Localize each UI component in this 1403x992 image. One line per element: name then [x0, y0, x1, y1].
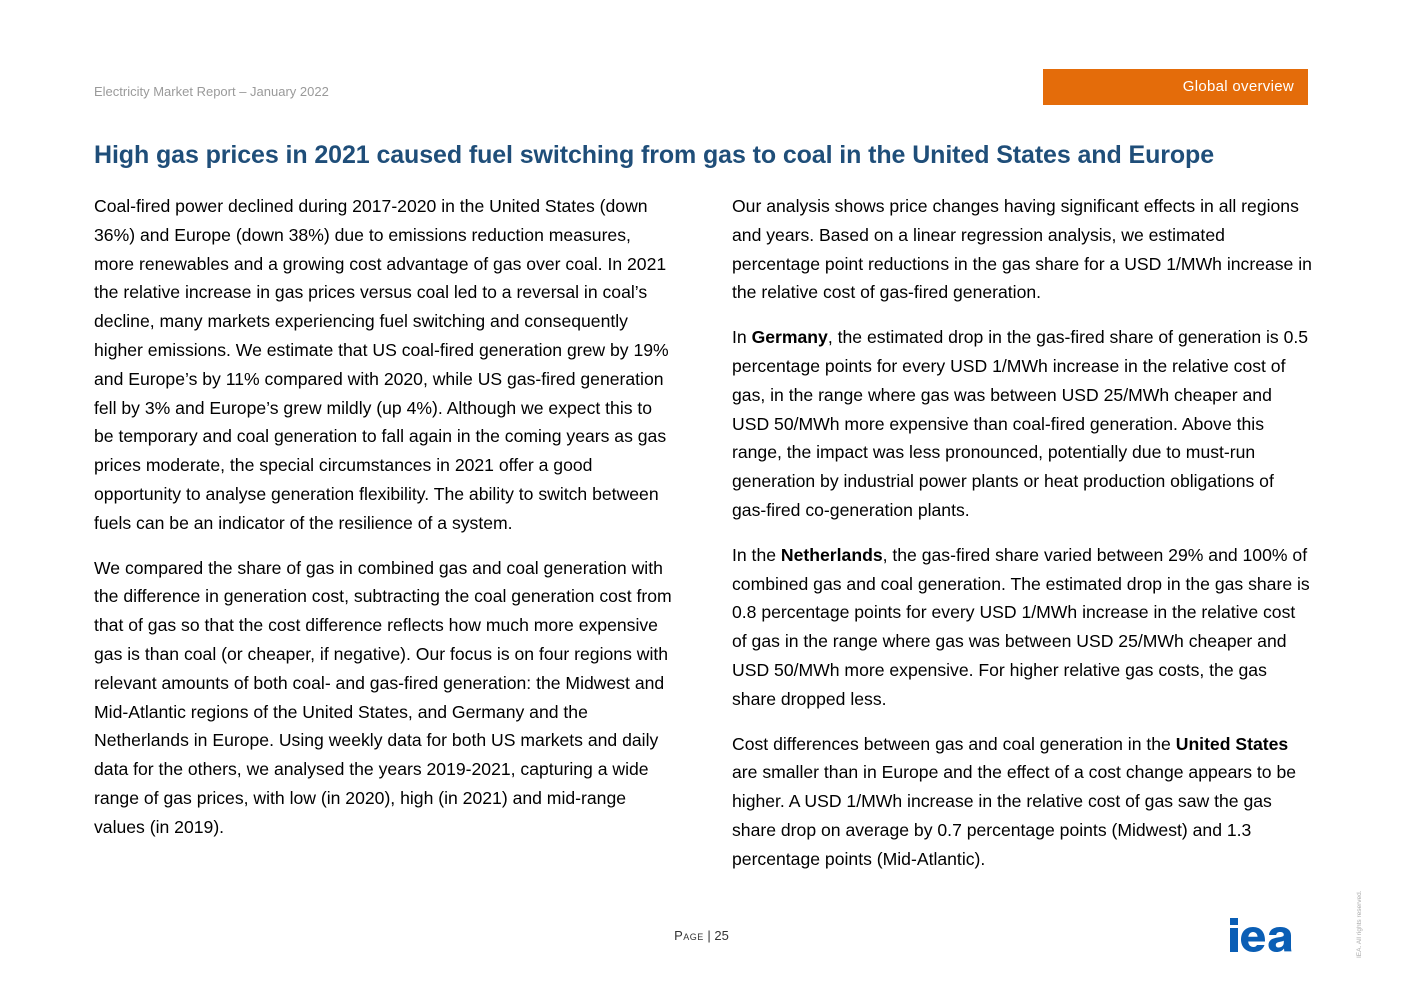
text: , the gas-fired share varied between 29% and 100% of combined gas and coal generation. The estimated drop in the gas share is 0.8 percentage points for every USD 1/MWh increase in the relative cost of gas in the range where gas was between USD 25/MWh cheaper and USD 50/MWh more expensive. For higher relative gas costs, the gas share dropped less.: [732, 544, 1310, 709]
page-title: High gas prices in 2021 caused fuel switching from gas to coal in the United States and Europe: [94, 141, 1215, 169]
bold-term-germany: Germany: [751, 327, 828, 348]
page-footer: [0, 928, 1403, 943]
right-column: [732, 192, 1312, 890]
bold-term-united-states: United States: [1175, 733, 1289, 754]
text: are smaller than in Europe and the effect of a cost change appears to be higher. A USD 1/MWh increase in the relative cost of gas saw the gas share drop on average by 0.7 percentage points (Midwest) and 1.3 percentage points (Mid-Atlantic).: [732, 762, 1297, 869]
page-number: 25: [714, 928, 729, 943]
right-paragraph-2: [732, 323, 1312, 525]
right-paragraph-4: [732, 730, 1312, 874]
left-column: [94, 192, 674, 858]
text: In: [732, 327, 752, 348]
page-label: Page: [674, 928, 704, 943]
text: In the: [732, 544, 781, 565]
running-header: Electricity Market Report – January 2022: [94, 84, 329, 99]
iea-logo-icon: [1229, 918, 1309, 952]
text: , the estimated drop in the gas-fired share of generation is 0.5 percentage points for every USD 1/MWh increase in the relative cost of gas, in the range where gas was between USD 25/MWh cheaper and USD 50/MWh more expensive than coal-fired generation. Above this range, the impact was less pronounced, potentially due to must-run generation by industrial power plants or heat production obligations of gas-fired co-generation plants.: [732, 327, 1309, 520]
section-tag: Global overview: [1043, 69, 1308, 105]
text: Cost differences between gas and coal generation in the: [732, 733, 1176, 754]
bold-term-netherlands: Netherlands: [780, 544, 883, 565]
left-paragraph-1: Coal-fired power declined during 2017-2020 in the United States (down 36%) and Europe (down 38%) due to emissions reduction measures, more renewables and a growing cost advantage of gas over coal. In 2021 the relative increase in gas prices versus coal led to a reversal in coal’s decline, many markets experiencing fuel switching and consequently higher emissions. We estimate that US coal-fired generation grew by 19% and Europe’s by 11% compared with 2020, while US gas-fired generation fell by 3% and Europe’s grew mildly (up 4%). Although we expect this to be temporary and coal generation to fall again in the coming years as gas prices moderate, the special circumstances in 2021 offer a good opportunity to analyse generation flexibility. The ability to switch between fuels can be an indicator of the resilience of a system.: [94, 196, 669, 533]
right-paragraph-1: Our analysis shows price changes having significant effects in all regions and years. Based on a linear regression analysis, we estimated percentage point reductions in the gas share for a USD 1/MWh increase in the relative cost of gas-fired generation.: [732, 196, 1312, 303]
right-paragraph-3: [732, 541, 1312, 714]
page-separator: |: [703, 928, 715, 943]
left-paragraph-2: We compared the share of gas in combined gas and coal generation with the difference in generation cost, subtracting the coal generation cost from that of gas so that the cost difference reflects how much more expensive gas is than coal (or cheaper, if negative). Our focus is on four regions with relevant amounts of both coal- and gas-fired generation: the Midwest and Mid-Atlantic regions of the United States, and Germany and the Netherlands in Europe. Using weekly data for both US markets and daily data for the others, we analysed the years 2019-2021, capturing a wide range of gas prices, with low (in 2020), high (in 2021) and mid-range values (in 2019).: [94, 557, 672, 837]
rights-notice: IEA. All rights reserved.: [1356, 890, 1363, 958]
